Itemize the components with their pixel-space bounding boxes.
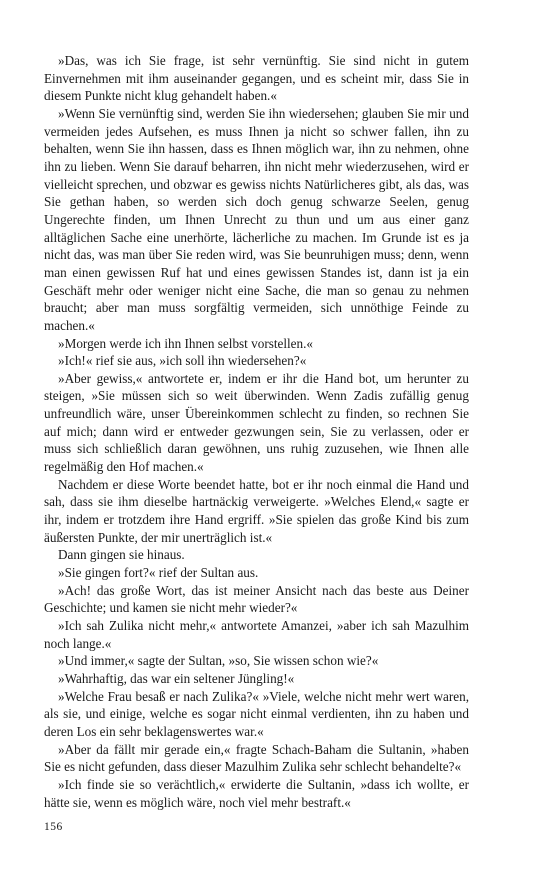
paragraph: »Morgen werde ich ihn Ihnen selbst vorstellen.« [58,335,314,351]
paragraph: »Das, was ich Sie frage, ist sehr vernünftig. Sie sind nicht in gutem Einvernehmen mit ihm auseinander gegangen, und es scheint mir, dass Sie in diesem Punkte nicht klug gehandelt haben.« [44,53,469,104]
paragraph: »Welche Frau besaß er nach Zulika?« »Viele, welche nicht mehr wert waren, als sie, und einige, welche es sogar nicht einmal verdienten, ihn zu haben und deren Los ein sehr beklagenswertes war.« [44,688,469,739]
body-text [44,52,469,811]
paragraph: »Ich finde sie so verächtlich,« erwiderte die Sultanin, »dass ich wollte, er hätte sie, wenn es möglich wäre, noch viel mehr bestraft.« [44,776,469,810]
paragraph: »Ich sah Zulika nicht mehr,« antwortete Amanzei, »aber ich sah Mazulhim noch lange.« [44,618,469,651]
paragraph: »Und immer,« sagte der Sultan, »so, Sie wissen schon wie?« [58,653,379,669]
paragraph: »Aber da fällt mir gerade ein,« fragte Schach-Baham die Sultanin, »haben Sie es nicht gefunden, dass dieser Mazulhim Zulika sehr schlecht behandelte?« [44,741,469,775]
paragraph: Dann gingen sie hinaus. [58,547,185,563]
page-number: 156 [44,821,63,833]
paragraph: »Ich!« rief sie aus, »ich soll ihn wiedersehen?« [58,353,307,369]
paragraph: »Wahrhaftig, das war ein seltener Jüngling!« [58,670,295,686]
paragraph: »Wenn Sie vernünftig sind, werden Sie ihn wiedersehen; glauben Sie mir und vermeiden jedes Aufsehen, es muss Ihnen ja nicht so schwer fallen, ihn zu behalten, wenn Sie ihn hassen, dass es Ihnen möglich war, ihn zu nehmen, ohne ihn zu lieben. Wenn Sie darauf beharren, ihn nicht mehr wiederzusehen, wird er vielleicht sprechen, und obzwar es gewiss nichts Natürlicheres gibt, als das, was Sie gethan haben, so werden sich doch genug schwarze Seelen, genug Ungerechte finden, um Ihnen Unrecht zu thun und um aus einer ganz alltäglichen Sache eine unerhörte, lächerliche zu machen. Im Grunde ist es ja nicht das, was man über Sie reden wird, was Sie beunruhigen muss; denn, wenn man einen gewissen Ruf hat und eines gewissen Standes ist, dann ist ja ein Geschäft mehr oder weniger nicht eine Sache, die man so genau zu nehmen braucht; aber man muss sorgfältig vermeiden, sich unnöthige Feinde zu machen.« [44,105,469,333]
paragraph: »Sie gingen fort?« rief der Sultan aus. [58,565,259,581]
paragraph: Nachdem er diese Worte beendet hatte, bot er ihr noch einmal die Hand und sah, dass sie ihm dieselbe hartnäckig verweigerte. »Welches Elend,« sagte er ihr, indem er trotzdem ihre Hand ergriff. »Sie spielen das große Kind bis zum äußersten Punkte, der mir unerträglich ist.« [44,476,469,545]
paragraph: »Ach! das große Wort, das ist meiner Ansicht nach das beste aus Deiner Geschichte; und kamen sie nicht mehr wieder?« [44,582,469,616]
paragraph: »Aber gewiss,« antwortete er, indem er ihr die Hand bot, um herunter zu steigen, »Sie müssen sich so weit überwinden. Wenn Zadis zufällig genug unfreundlich wäre, unser Übereinkommen schlecht zu finden, so rechnen Sie auf mich; dann wird er entweder gezwungen sein, Sie zu verlassen, oder er muss sich schließlich daran gewöhnen, uns ruhig zuzusehen, wie Ihnen alle regelmäßig den Hof machen.« [44,370,469,475]
